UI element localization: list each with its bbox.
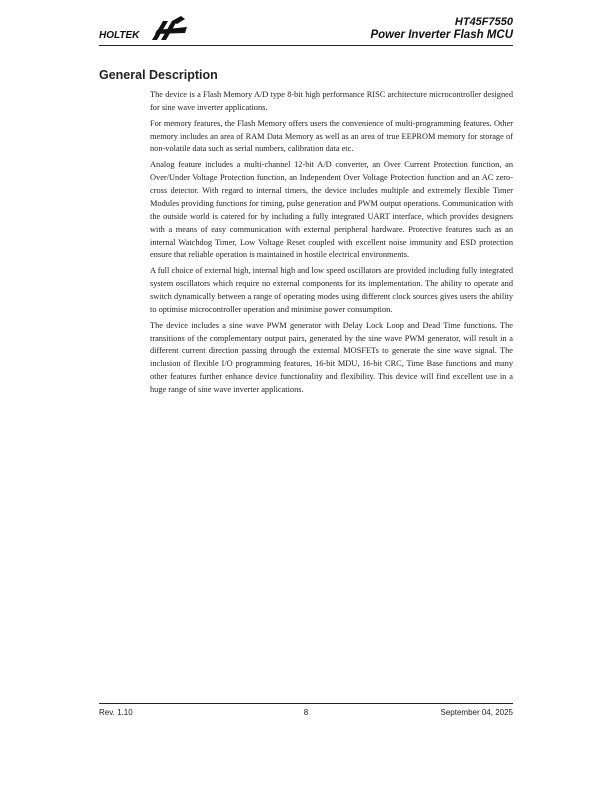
header-divider bbox=[99, 45, 513, 46]
page-footer bbox=[99, 708, 513, 720]
footer-divider bbox=[99, 703, 513, 704]
document-code: HT45F7550 bbox=[454, 16, 513, 28]
svg-text:HOLTEK: HOLTEK bbox=[99, 30, 140, 41]
holtek-logo bbox=[99, 15, 189, 43]
document-subtitle: Power Inverter Flash MCU bbox=[370, 29, 513, 41]
paragraph: The device is a Flash Memory A/D type 8-bit high performance RISC architecture microcontroller designed for sine wave inverter applications. bbox=[150, 90, 513, 112]
paragraph: The device includes a sine wave PWM generator with Delay Lock Loop and Dead Time functions. The transitions of the complementary output pairs, generated by the sine wave PWM generator, will result in a different current direction passing through the external MOSFETs to generate the sine wave signal. The inclusion of flexible I/O programming features, 16-bit MDU, 16-bit CRC, Time Base functions and many other features further enhance device functionality and flexibility. This device will find excellent use in a huge range of sine wave inverter applications. bbox=[150, 320, 513, 395]
header-title-block bbox=[370, 16, 513, 42]
holtek-emblem-icon bbox=[152, 16, 187, 40]
paragraph: A full choice of external high, internal high and low speed oscillators are provided including fully integrated system oscillators which require no external components for its implementation. The ability to operate and switch dynamically between a range of operating modes using different clock sources gives users the ability to optimise microcontroller operation and minimise power consumption. bbox=[150, 266, 513, 314]
page-header bbox=[99, 12, 513, 46]
section-body bbox=[150, 89, 513, 400]
revision-label: Rev. 1.10 bbox=[99, 708, 133, 717]
section-title: General Description bbox=[99, 68, 218, 82]
publication-date: September 04, 2025 bbox=[440, 708, 513, 717]
paragraph: Analog feature includes a multi-channel 12-bit A/D converter, an Over Current Protection function, an Over/Under Voltage Protection function, an Independent Over Voltage Protection function and an AC zero-cross detector. With regard to internal timers, the device includes multiple and extremely flexible Timer Modules providing functions for timing, pulse generation and PWM output operations. Communication with the outside world is catered for by including a fully integrated UART interface, which provides designers with a means of easy communication with external peripheral hardware. Protective features such as an internal Watchdog Timer, Low Voltage Reset coupled with excellent noise immunity and ESD protection ensure that reliable operation is maintained in hostile electrical environments. bbox=[150, 160, 513, 260]
page-number: 8 bbox=[303, 708, 309, 717]
paragraph: For memory features, the Flash Memory offers users the convenience of multi-programming features. Other memory includes an area of RAM Data Memory as well as an area of true EEPROM memory for storage of non-volatile data such as serial numbers, calibration data etc. bbox=[150, 118, 513, 154]
